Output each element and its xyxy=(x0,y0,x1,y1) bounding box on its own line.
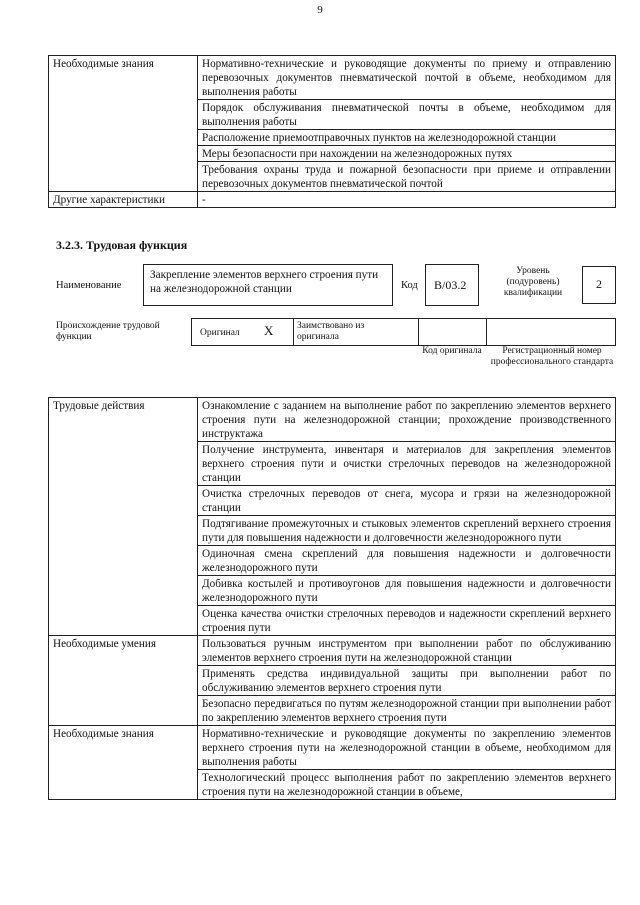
table-cell: Нормативно-технические и руководящие документы по закреплению элементов верхнего строения пути на железнодорожной станции в объеме, необходимом для выполнения работы xyxy=(198,726,616,770)
page-number: 9 xyxy=(317,4,323,16)
original-mark: X xyxy=(264,323,274,338)
row-label: Необходимые знания xyxy=(49,56,198,192)
table-cell: Безопасно передвигаться по путям железнодорожной станции при выполнении работ по закреплению элементов верхнего строения пути xyxy=(198,696,616,726)
row-label: Трудовые действия xyxy=(49,398,198,636)
table-cell: Оценка качества очистки стрелочных переводов и надежности скреплений верхнего строения пути xyxy=(198,606,616,636)
table-cell: Пользоваться ручным инструментом при выполнении работ по обслуживанию элементов верхнего строения пути на железнодорожной станции xyxy=(198,636,616,666)
table-cell: Требования охраны труда и пожарной безопасности при приеме и отправлении перевозочных документов пневматической почтой xyxy=(198,162,616,192)
origin-label: Происхождение трудовой функции xyxy=(56,321,160,342)
table-cell: Очистка стрелочных переводов от снега, мусора и грязи на железнодорожной станции xyxy=(198,486,616,516)
section-title: 3.2.3. Трудовая функция xyxy=(56,238,188,252)
row-label: Необходимые знания xyxy=(49,726,198,800)
function-name-box: Закрепление элементов верхнего строения пути на железнодорожной станции xyxy=(143,264,393,306)
table-cell: - xyxy=(198,192,616,208)
row-label: Другие характеристики xyxy=(49,192,198,208)
original-label: Оригинал xyxy=(200,328,240,338)
row-label: Необходимые умения xyxy=(49,636,198,726)
level-value-box: 2 xyxy=(582,266,616,304)
name-label: Наименование xyxy=(56,280,122,291)
code-value-box: В/03.2 xyxy=(425,264,479,306)
code-original-caption: Код оригинала xyxy=(422,346,482,356)
level-label: Уровень (подуровень) квалификации xyxy=(503,266,563,298)
table-cell: Получение инструмента, инвентаря и материалов для закрепления элементов верхнего строения пути и очистки стрелочных переводов на железнодорожной станции xyxy=(198,442,616,486)
borrowed-label: Заимствовано из оригинала xyxy=(297,321,365,342)
table-cell: Нормативно-технические и руководящие документы по приему и отправлению перевозочных документов пневматической почтой в объеме, необходимом для выполнения работы xyxy=(198,56,616,100)
table-cell: Добивка костылей и противоугонов для повышения надежности и долговечности железнодорожного пути xyxy=(198,576,616,606)
table-cell: Применять средства индивидуальной защиты при выполнении работ по обслуживанию элементов верхнего строения пути xyxy=(198,666,616,696)
main-function-table xyxy=(48,397,616,800)
origin-box xyxy=(191,318,616,346)
table-cell: Подтягивание промежуточных и стыковых элементов скреплений верхнего строения пути для повышения надежности и долговечности железнодорожного пути xyxy=(198,516,616,546)
table-cell: Меры безопасности при нахождении на железнодорожных путях xyxy=(198,146,616,162)
table-cell: Ознакомление с заданием на выполнение работ по закреплению элементов верхнего строения пути на железнодорожной станции; прохождение производственного инструктажа xyxy=(198,398,616,442)
table-cell: Расположение приемоотправочных пунктов на железнодорожной станции xyxy=(198,130,616,146)
table-cell: Порядок обслуживания пневматической почты в объеме, необходимом для выполнения работы xyxy=(198,100,616,130)
reg-number-caption: Регистрационный номер профессионального стандарта xyxy=(490,346,614,367)
knowledge-table-top xyxy=(48,55,616,208)
table-cell: Технологический процесс выполнения работ по закреплению элементов верхнего строения пути на железнодорожной станции в объеме, xyxy=(198,770,616,800)
code-label: Код xyxy=(401,280,418,291)
table-cell: Одиночная смена скреплений для повышения надежности и долговечности железнодорожного пути xyxy=(198,546,616,576)
